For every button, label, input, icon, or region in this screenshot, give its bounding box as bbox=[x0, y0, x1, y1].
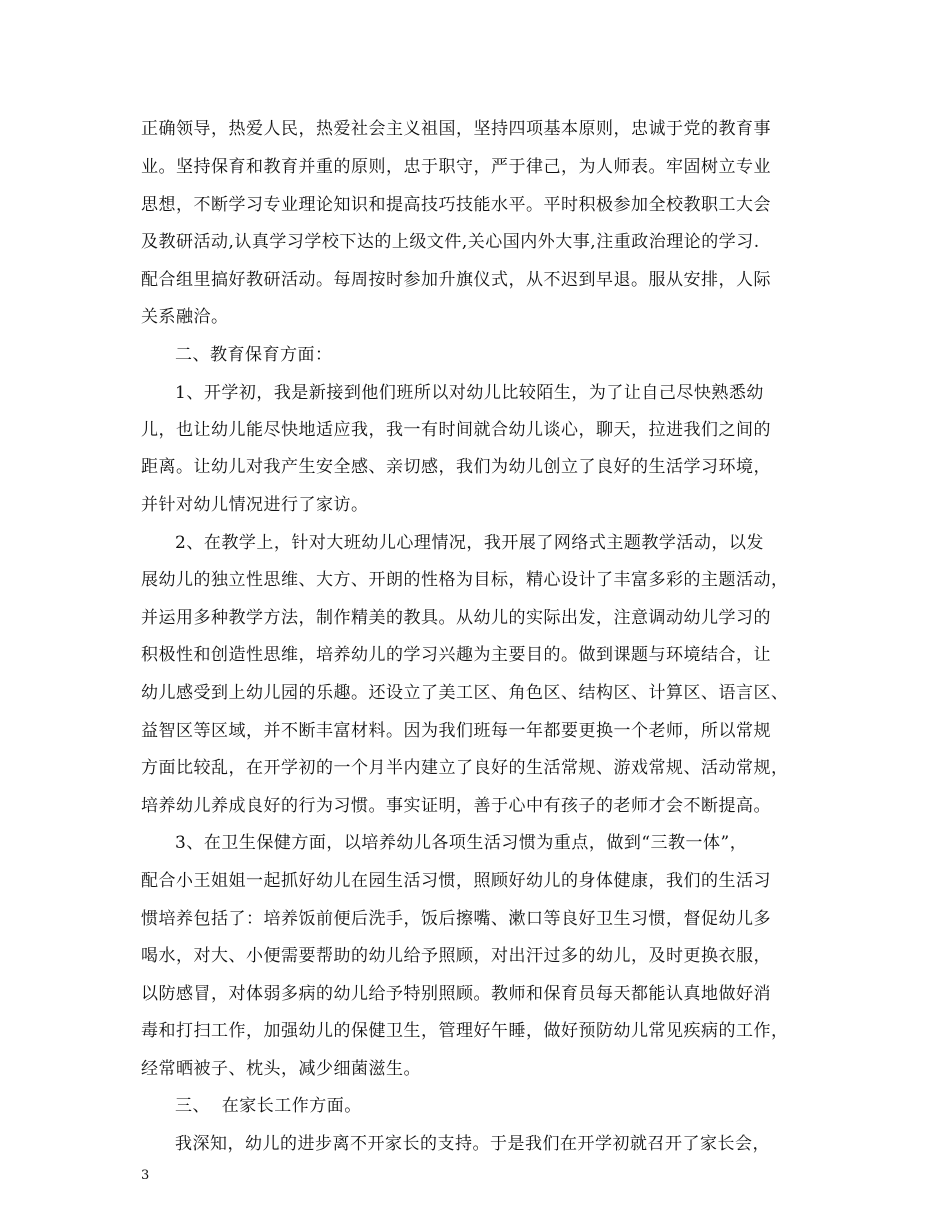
text-line: 幼儿感受到上幼儿园的乐趣。还设立了美工区、角色区、结构区、计算区、语言区、 bbox=[141, 683, 789, 703]
text-line: 及教研活动,认真学习学校下达的上级文件,关心国内外大事,注重政治理论的学习. bbox=[141, 232, 760, 252]
text-line: 3、在卫生保健方面，以培养幼儿各项生活习惯为重点，做到“三教一体”， bbox=[175, 833, 748, 853]
text-line: 并针对幼儿情况进行了家访。 bbox=[141, 495, 369, 515]
text-line: 我深知，幼儿的进步离不开家长的支持。于是我们在开学初就召开了家长会， bbox=[175, 1134, 770, 1154]
section-heading: 三、 在家长工作方面。 bbox=[175, 1096, 362, 1116]
text-line: 业。坚持保育和教育并重的原则，忠于职守，严于律己，为人师表。牢固树立专业 bbox=[141, 157, 771, 177]
text-line: 关系融洽。 bbox=[141, 307, 229, 327]
text-line: 1、开学初，我是新接到他们班所以对幼儿比较陌生，为了让自己尽快熟悉幼 bbox=[175, 383, 764, 403]
text-line: 思想，不断学习专业理论知识和提高技巧技能水平。平时积极参加全校教职工大会 bbox=[141, 195, 771, 215]
text-line: 积极性和创造性思维，培养幼儿的学习兴趣为主要目的。做到课题与环境结合，让 bbox=[141, 645, 771, 665]
text-line: 配合小王姐姐一起抓好幼儿在园生活习惯，照顾好幼儿的身体健康，我们的生活习 bbox=[141, 871, 771, 891]
text-line: 正确领导，热爱人民，热爱社会主义祖国，坚持四项基本原则，忠诚于党的教育事 bbox=[141, 119, 771, 139]
text-line: 益智区等区域，并不断丰富材料。因为我们班每一年都要更换一个老师，所以常规 bbox=[141, 721, 771, 741]
text-line: 惯培养包括了：培养饭前便后洗手，饭后擦嘴、漱口等良好卫生习惯，督促幼儿多 bbox=[141, 909, 771, 929]
section-heading: 二、教育保育方面： bbox=[175, 345, 333, 365]
text-line: 儿，也让幼儿能尽快地适应我，我一有时间就合幼儿谈心，聊天，拉进我们之间的 bbox=[141, 420, 771, 440]
text-line: 以防感冒，对体弱多病的幼儿给予特别照顾。教师和保育员每天都能认真地做好消 bbox=[141, 984, 771, 1004]
text-line: 喝水，对大、小便需要帮助的幼儿给予照顾，对出汗过多的幼儿，及时更换衣服， bbox=[141, 946, 771, 966]
text-line: 并运用多种教学方法，制作精美的教具。从幼儿的实际出发，注意调动幼儿学习的 bbox=[141, 608, 771, 628]
text-line: 2、在教学上，针对大班幼儿心理情况，我开展了网络式主题教学活动，以发 bbox=[175, 533, 764, 553]
text-line: 距离。让幼儿对我产生安全感、亲切感，我们为幼儿创立了良好的生活学习环境， bbox=[141, 457, 771, 477]
text-line: 方面比较乱，在开学初的一个月半内建立了良好的生活常规、游戏常规、活动常规， bbox=[141, 758, 789, 778]
text-line: 毒和打扫工作，加强幼儿的保健卫生，管理好午睡，做好预防幼儿常见疾病的工作， bbox=[141, 1021, 789, 1041]
page-number: 3 bbox=[141, 1168, 150, 1183]
text-line: 培养幼儿养成良好的行为习惯。事实证明，善于心中有孩子的老师才会不断提高。 bbox=[141, 796, 771, 816]
text-line: 配合组里搞好教研活动。每周按时参加升旗仪式，从不迟到早退。服从安排，人际 bbox=[141, 270, 771, 290]
text-line: 经常晒被子、枕头，减少细菌滋生。 bbox=[141, 1059, 421, 1079]
text-line: 展幼儿的独立性思维、大方、开朗的性格为目标，精心设计了丰富多彩的主题活动， bbox=[141, 570, 789, 590]
